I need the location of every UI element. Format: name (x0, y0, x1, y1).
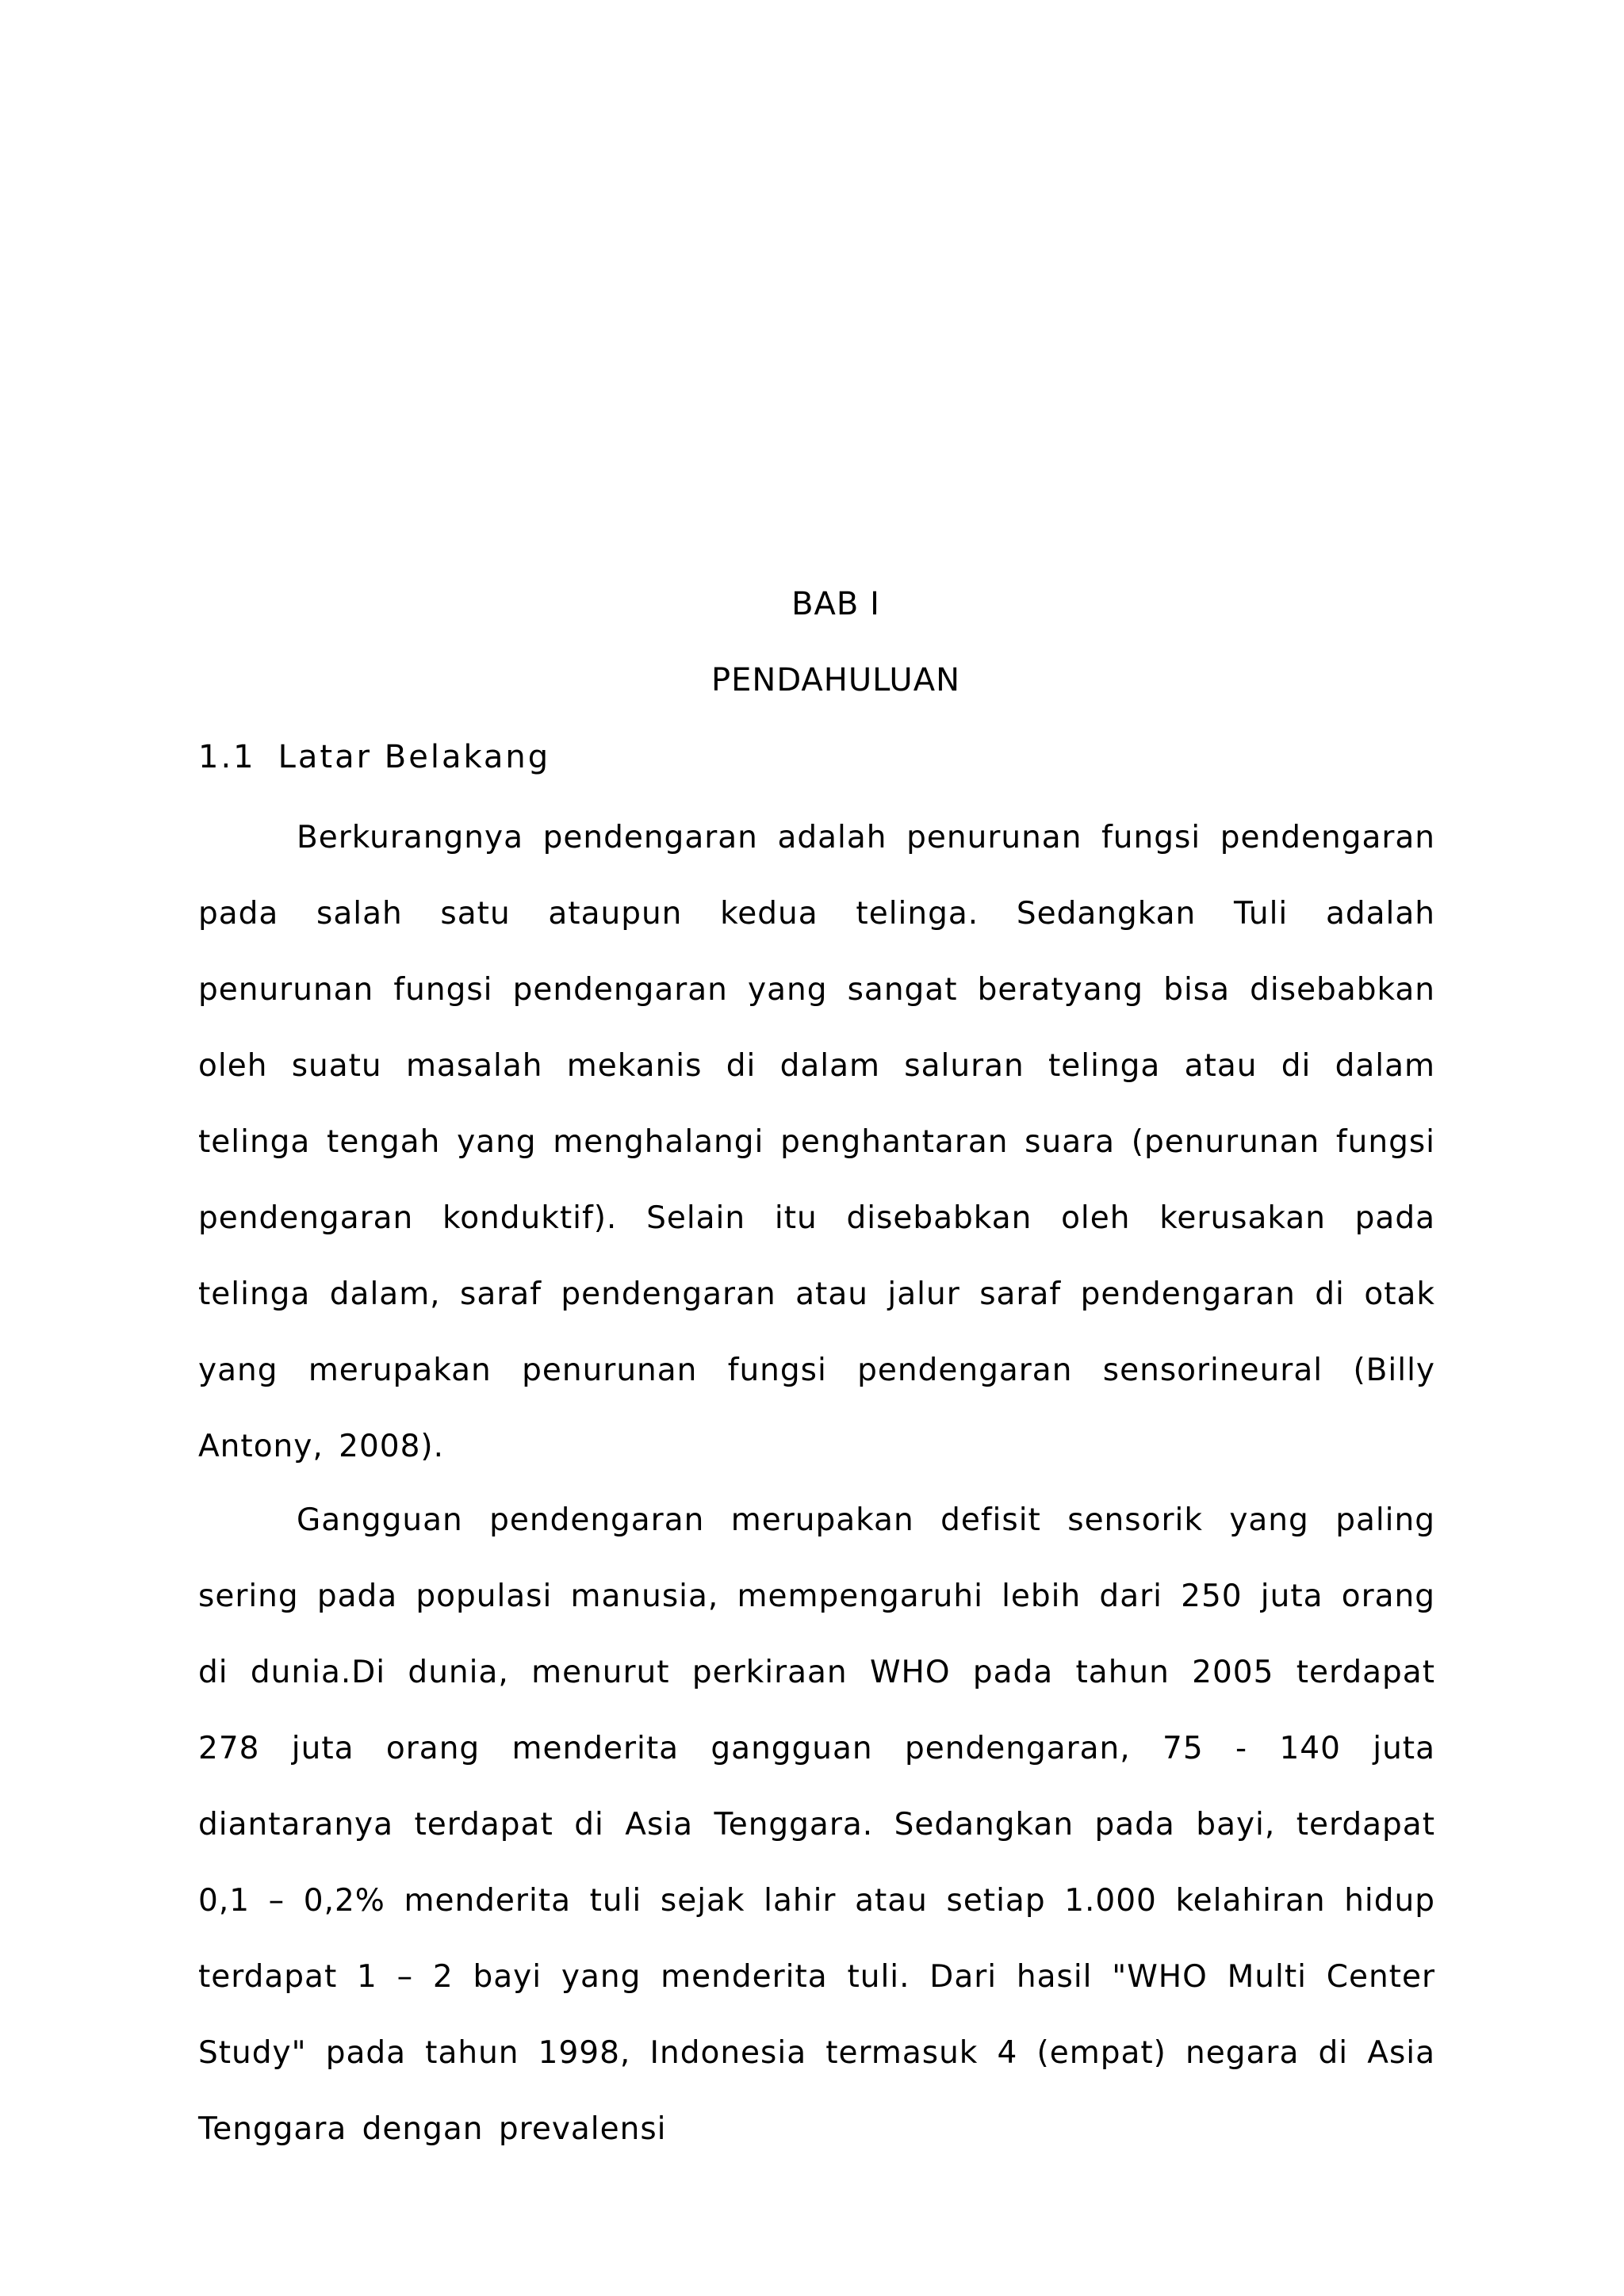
paragraph-text: Berkurangnya pendengaran adalah penurunan fungsi pendengaran pada salah satu ataupun kedua telinga. Sedangkan Tuli adalah penurunan fungsi pendengaran yang sangat beratyang bisa disebabkan oleh suatu masalah mekanis di dalam saluran telinga atau di dalam telinga tengah yang menghalangi penghantaran suara (penurunan fungsi pendengaran konduktif). Selain itu disebabkan oleh kerusakan pada telinga dalam, saraf pendengaran atau jalur saraf pendengaran di otak yang merupakan penurunan fungsi pendengaran sensorineural (Billy Antony, 2008). (198, 820, 1435, 1464)
section-heading (198, 737, 550, 777)
section-number: 1.1 (198, 739, 256, 775)
body-paragraph (198, 800, 1435, 1485)
paragraph-text: Gangguan pendengaran merupakan defisit sensorik yang paling sering pada populasi manusia, mempengaruhi lebih dari 250 juta orang di dunia.Di dunia, menurut perkiraan WHO pada tahun 2005 terdapat 278 juta orang menderita gangguan pendengaran, 75 - 140 juta diantaranya terdapat di Asia Tenggara. Sedangkan pada bayi, terdapat 0,1 – 0,2% menderita tuli sejak lahir atau setiap 1.000 kelahiran hidup terdapat 1 – 2 bayi yang menderita tuli. Dari hasil "WHO Multi Center Study" pada tahun 1998, Indonesia termasuk 4 (empat) negara di Asia Tenggara dengan prevalensi (198, 1502, 1435, 2147)
section-title: Latar Belakang (278, 739, 551, 775)
chapter-label: BAB I (791, 586, 880, 622)
chapter-title: PENDAHULUAN (711, 662, 960, 698)
body-paragraph (198, 1483, 1435, 2168)
